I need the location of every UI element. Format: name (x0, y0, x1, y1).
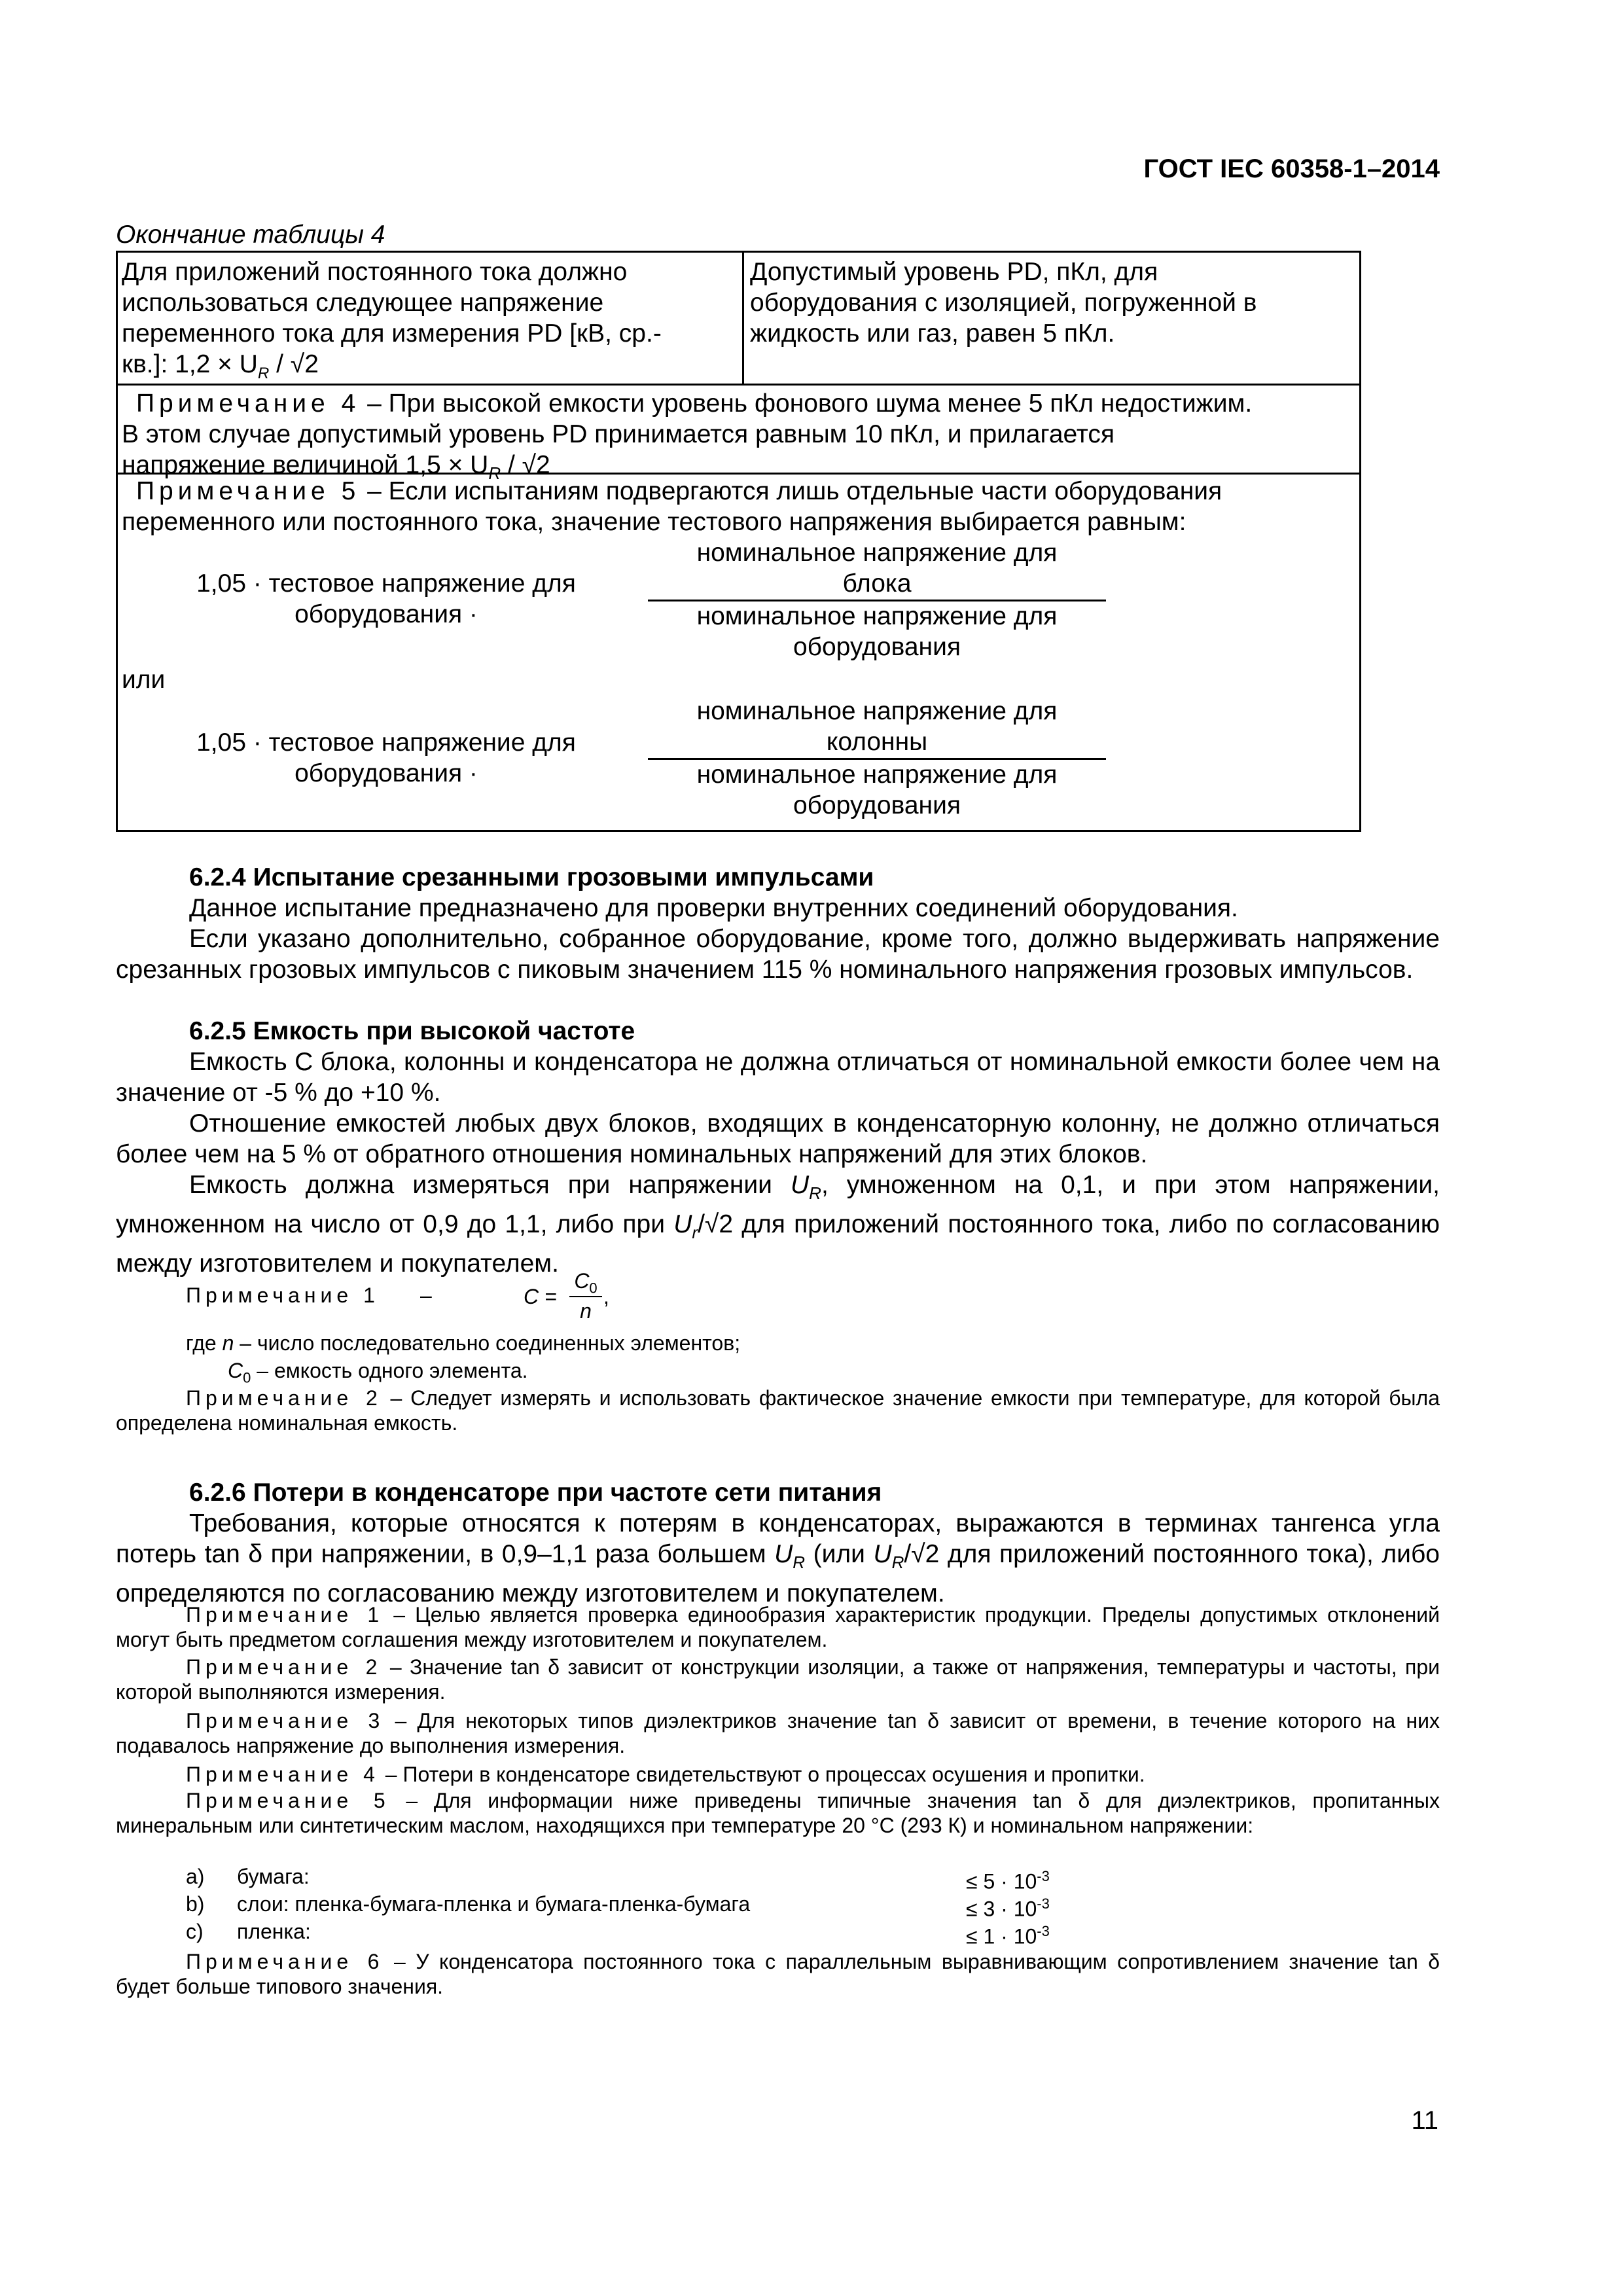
note-6: Примечание 6 – У конденсатора постоянного тока с параллельным выравнивающим сопротивлением значение tan δ будет больше типового значения. (116, 1950, 1440, 1998)
note-2: Примечание 2 – Следует измерять и использовать фактическое значение емкости при температуре, для которой была определена номинальная емкость. (116, 1386, 1440, 1435)
section-6-2-4-title: 6.2.4 Испытание срезанными грозовыми импульсами (189, 863, 874, 891)
table-cell-pd-level: Допустимый уровень PD, пКл, для оборудования с изоляцией, погруженной в жидкость или газ, равен 5 пКл. (750, 258, 1257, 348)
paragraph: Емкость С блока, колонны и конденсатора не должна отличаться от номинальной емкости более чем на значение от -5 % до +10 %. (116, 1048, 1440, 1107)
paragraph: Данное испытание предназначено для проверки внутренних соединений оборудования. (189, 894, 1238, 922)
table-divider (742, 253, 744, 384)
where-line: $C_0$ – емкость одного элемента. (228, 1359, 528, 1386)
note-3: Примечание 3 – Для некоторых типов диэлектриков значение tan δ зависит от времени, в течение которого на них подавалось напряжение до выполнения измерения. (116, 1709, 1440, 1757)
formula-c: C = (524, 1285, 557, 1308)
section-6-2-6-title: 6.2.6 Потери в конденсаторе при частоте сети питания (189, 1479, 882, 1507)
formula-denominator: номинальное напряжение для оборудования (696, 761, 1058, 819)
note-label: Примечание 1 (186, 1283, 380, 1307)
formula-denominator: n (580, 1299, 592, 1323)
paragraph: Если указано дополнительно, собранное оборудование, кроме того, должно выдерживать напряжение срезанных грозовых импульсов с пиковым значением 115 % номинального напряжения грозовых импульсов. (116, 925, 1440, 984)
section-6-2-5-title: 6.2.5 Емкость при высокой частоте (189, 1017, 635, 1045)
formula-numerator: номинальное напряжение для блока (696, 539, 1058, 598)
paragraph: Требования, которые относятся к потерям в конденсаторах, выражаются в терминах тангенса угла потерь tan δ при напряжении, в 0,9–1,1 раза большем $U_R$ (или $U_R/√2$ для приложений постоянного тока), либо определяются по согласованию между изготовителем и покупателем. (116, 1509, 1440, 1607)
where-line: где n – число последовательно соединенных элементов; (186, 1331, 741, 1355)
paragraph: Отношение емкостей любых двух блоков, входящих в конденсаторную колонну, не должно отличаться более чем на 5 % от обратного отношения номинальных напряжений для этих блоков. (116, 1109, 1440, 1168)
formula-denominator: номинальное напряжение для оборудования (696, 602, 1058, 661)
page-number: 11 (1411, 2106, 1438, 2135)
table-4-end (116, 251, 1361, 832)
table-cell-ac-voltage: Для приложений постоянного тока должно использоваться следующее напряжение переменного тока для измерения PD [кВ, ср.- кв.]: $1,2 \times U_R / √2$ (122, 258, 662, 382)
note-1: Примечание 1 – Целью является проверка единообразия характеристик продукции. Пределы допустимых отклонений могут быть предметом соглашения между изготовителем и покупателем. (116, 1603, 1440, 1651)
table-note-5: Примечание 5 – Если испытаниям подвергаются лишь отдельные части оборудования переменного или постоянного тока, значение тестового напряжения выбирается равным: 1,05 · тестовое напряжение для оборудования · номинальное напряжение для блока номинальное напряжение для оборудования или 1,05 · тестовое напряжение для оборудования · номинальное напряжение для колонны номинальное напряжение для оборудования (122, 477, 1222, 819)
note-5: Примечание 5 – Для информации ниже приведены типичные значения tan δ для диэлектриков, пропитанных минеральным или синтетическим маслом, находящихся при температуре 20 °С (293 К) и номинальном напряжении: (116, 1789, 1440, 1837)
formula-numerator: $C_0$ (574, 1269, 597, 1297)
document-page: ГОСТ IEC 60358-1–2014 Окончание таблицы 4 Для приложений постоянного тока должно использоваться следующее напряжение переменного тока для измерения PD [кВ, ср.- кв.]: $1,2 \times U_R / √2$ Допустимый уровень PD, пКл, для оборудования с изоляцией, погруженной в жидкость или газ, равен 5 пКл. Примечание 4 – При высокой емкости уровень фонового шума менее 5 пКл недостижим. В этом случае допустимый уровень PD принимается равным 10 пКл, и прилагается напряжение величиной $1,5 \times U_R / √2$ Примечание 5 – Если испытаниям подвергаются лишь отдельные части оборудования переменного или постоянного тока, значение тестового напряжения выбирается равным: 1,05 · тестовое напряжение для оборудования · номинальное напряжение для блока номинальное напряжение для оборудования или 1,05 · тестовое напряжение для оборудования · номинальное напряжение для колонны номинальное напряжение для оборудования 6.2.4 Испытание срезанными грозовыми импульсами Данное испытание предназначено для проверки внутренних соединений оборудования. Если указано дополнительно, собранное оборудование, кроме того, должно выдерживать напряжение срезанных грозовых импульсов с пиковым значением 115 % номинального напряжения грозовых импульсов. 6.2.5 Емкость при высокой частоте Емкость С блока, колонны и конденсатора не должна отличаться от номинальной емкости более чем на значение от -5 % до +10 %. Отношение емкостей любых двух блоков, входящих в конденсаторную колонну, не должно отличаться более чем на 5 % от обратного отношения номинальных напряжений для этих блоков. Емкость должна измеряться при напряжении $U_R$, умноженном на 0,1, и при этом напряжении, умноженном на число от 0,9 до 1,1, либо при $U_r/√2$ для приложений постоянного тока, либо по согласованию между изготовителем и покупателем. Примечание 1 – C = $C_0$ n , где n – число последовательно соединенных элементов; $C_0$ – емкость одного элемента. Примечание 2 – Следует измерять и использовать фактическое значение емкости при температуре, для которой была определена номинальная емкость. 6.2.6 Потери в конденсаторе при частоте сети питания Требования, которые относятся к потерям в конденсаторах, выражаются в терминах тангенса угла потерь tan δ при напряжении, в 0,9–1,1 раза большем $U_R$ (или $U_R/√2$ для приложений постоянного тока), либо определяются по согласованию между изготовителем и покупателем. Примечание 1 – Целью является проверка единообразия характеристик продукции. Пределы допустимых отклонений могут быть предметом соглашения между изготовителем и покупателем. Примечание 2 – Значение tan δ зависит от конструкции изоляции, а также от напряжения, температуры и частоты, при которой выполняются измерения. Примечание 3 – Для некоторых типов диэлектриков значение tan δ зависит от времени, в течение которого на них подавалось напряжение до выполнения измерения. Примечание 4 – Потери в конденсаторе свидетельствуют о процессах осушения и пропитки. Примечание 5 – Для информации ниже приведены типичные значения tan δ для диэлектриков, пропитанных минеральным или синтетическим маслом, находящихся при температуре 20 °С (293 К) и номинальном напряжении: a) бумага: ≤ $5 \cdot 10^{-3}$ b) слои: пленка-бумага-пленка и бумага-пленка-бумага ≤ $3 \cdot 10^{-3}$ c) пленка: ≤ $1 \cdot 10^{-3}$ Примечание 6 – У конденсатора постоянного тока с параллельным выравнивающим сопротивлением значение tan δ будет больше типового значения. 11 (116, 154, 1440, 2135)
note-2: Примечание 2 – Значение tan δ зависит от конструкции изоляции, а также от напряжения, температуры и частоты, при которой выполняются измерения. (116, 1655, 1440, 1704)
table-row (118, 253, 1359, 386)
table-note-4: Примечание 4 – При высокой емкости уровень фонового шума менее 5 пКл недостижим. В этом случае допустимый уровень PD принимается равным 10 пКл, и прилагается напряжение величиной $1,5 \times U_R / √2$ (118, 386, 1359, 475)
note-4: Примечание 4 – Потери в конденсаторе свидетельствуют о процессах осушения и пропитки. (186, 1763, 1145, 1786)
formula-numerator: номинальное напряжение для колонны (696, 697, 1058, 756)
paragraph: Емкость должна измеряться при напряжении $U_R$, умноженном на 0,1, и при этом напряжении, умноженном на число от 0,9 до 1,1, либо при $U_r/√2$ для приложений постоянного тока, либо по согласованию между изготовителем и покупателем. (116, 1171, 1440, 1278)
formula-left: 1,05 · тестовое напряжение для оборудования · (196, 569, 576, 628)
fraction-bar (569, 1296, 602, 1297)
formula-left: 1,05 · тестовое напряжение для оборудования · (196, 728, 576, 787)
or-label: или (122, 666, 166, 694)
document-header: ГОСТ IEC 60358-1–2014 (1143, 154, 1440, 183)
table-caption: Окончание таблицы 4 (116, 221, 385, 249)
